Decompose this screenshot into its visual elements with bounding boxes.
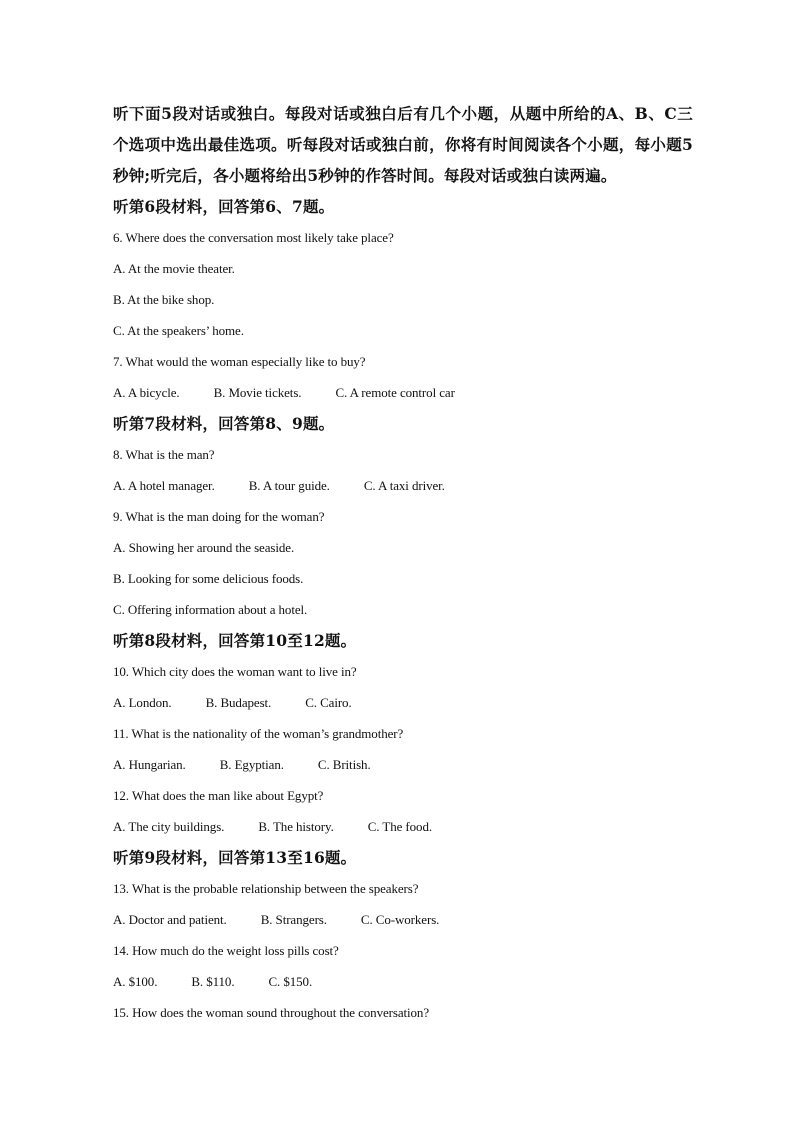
answer-option: B. The history.: [258, 819, 334, 834]
question-text: 11. What is the nationality of the woman’s grandmother?: [113, 726, 404, 741]
answer-option: A. Showing her around the seaside.: [113, 540, 295, 555]
answer-option: B. Looking for some delicious foods.: [113, 571, 304, 586]
answer-option: A. The city buildings.: [113, 819, 225, 834]
answer-option: A. A bicycle.: [113, 385, 180, 400]
answer-option: C. The food.: [367, 819, 433, 834]
question-text: 6. Where does the conversation most likely take place?: [113, 230, 394, 245]
section-heading: 听第7段材料，回答第8、9题。: [113, 414, 335, 433]
question-text: 13. What is the probable relationship between the speakers?: [113, 881, 419, 896]
answer-option: C. A taxi driver.: [363, 478, 445, 493]
question-text: 9. What is the man doing for the woman?: [113, 509, 325, 524]
answer-option: C. Co-workers.: [360, 912, 440, 927]
answer-option: C. British.: [317, 757, 371, 772]
answer-options-row: [113, 904, 693, 935]
section-heading: 听第6段材料，回答第6、7题。: [113, 197, 335, 216]
section-heading: 听第9段材料，回答第13至16题。: [113, 848, 357, 867]
answer-options-row: [113, 687, 693, 718]
answer-option: B. $110.: [191, 974, 235, 989]
answer-option: C. At the speakers’ home.: [113, 323, 244, 338]
answer-option: C. $150.: [268, 974, 313, 989]
answer-option: A. $100.: [113, 974, 158, 989]
answer-option: B. Egyptian.: [219, 757, 284, 772]
question-text: 10. Which city does the woman want to live in?: [113, 664, 357, 679]
answer-option: B. Movie tickets.: [213, 385, 302, 400]
question-sections: [113, 191, 693, 1028]
answer-option: B. Strangers.: [260, 912, 327, 927]
answer-option: B. A tour guide.: [248, 478, 330, 493]
question-text: 14. How much do the weight loss pills cost?: [113, 943, 339, 958]
answer-option: A. At the movie theater.: [113, 261, 235, 276]
answer-options-row: [113, 966, 693, 997]
answer-options-row: [113, 377, 693, 408]
answer-options-row: [113, 749, 693, 780]
question-text: 15. How does the woman sound throughout the conversation?: [113, 1005, 429, 1020]
document-page: [113, 98, 693, 1028]
answer-option: A. Doctor and patient.: [113, 912, 227, 927]
answer-option: B. At the bike shop.: [113, 292, 215, 307]
question-text: 12. What does the man like about Egypt?: [113, 788, 324, 803]
section-instructions: 听下面5段对话或独白。每段对话或独白后有几个小题，从题中所给的A、B、C三个选项中选出最佳选项。听每段对话或独白前，你将有时间阅读各个小题，每小题5秒钟;听完后，各小题将给出5秒钟的作答时间。每段对话或独白读两遍。: [113, 104, 693, 185]
answer-options-row: [113, 811, 693, 842]
question-text: 8. What is the man?: [113, 447, 215, 462]
answer-options-row: [113, 470, 693, 501]
answer-option: A. London.: [113, 695, 172, 710]
answer-option: C. Cairo.: [305, 695, 352, 710]
answer-option: C. Offering information about a hotel.: [113, 602, 308, 617]
question-text: 7. What would the woman especially like to buy?: [113, 354, 366, 369]
section-heading: 听第8段材料，回答第10至12题。: [113, 631, 357, 650]
answer-option: B. Budapest.: [205, 695, 272, 710]
answer-option: A. Hungarian.: [113, 757, 186, 772]
answer-option: C. A remote control car: [335, 385, 455, 400]
answer-option: A. A hotel manager.: [113, 478, 215, 493]
